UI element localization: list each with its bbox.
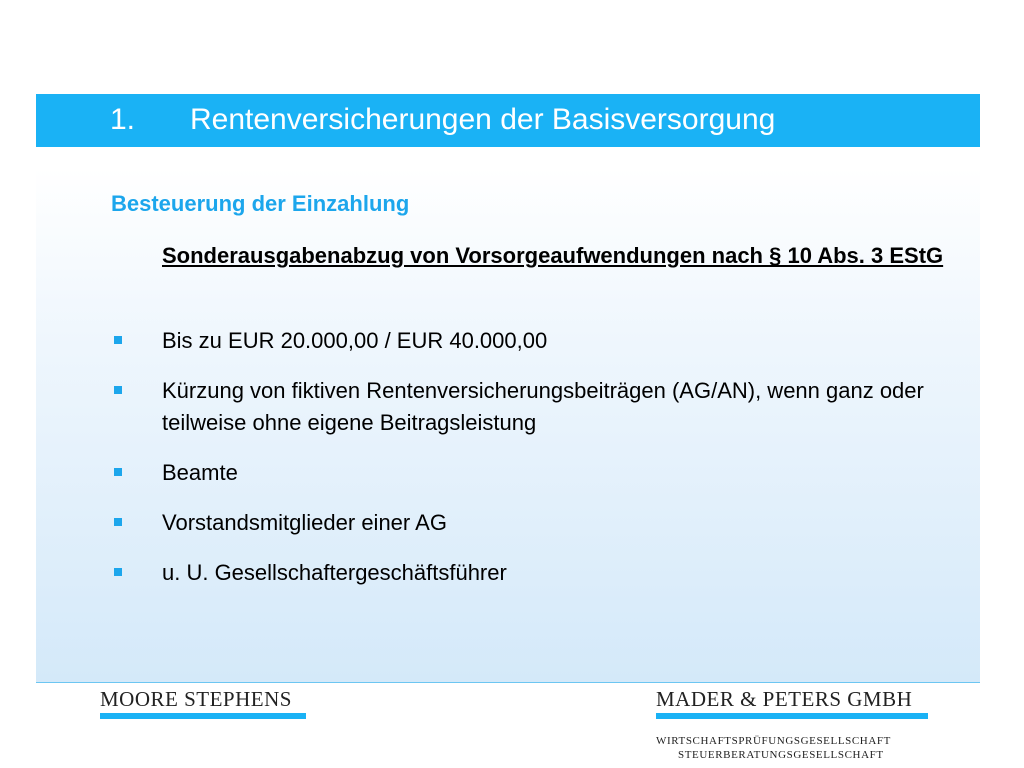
logo-underline xyxy=(656,713,928,719)
bullet-item xyxy=(111,557,971,589)
subheading: Sonderausgabenabzug von Vorsorgeaufwendungen nach § 10 Abs. 3 EStG xyxy=(162,243,944,268)
bullet-item xyxy=(111,507,971,539)
square-bullet-icon xyxy=(114,468,122,476)
slide-title: Rentenversicherungen der Basisversorgung xyxy=(190,103,776,136)
bullet-text: Vorstandsmitglieder einer AG xyxy=(162,510,447,535)
bullet-list xyxy=(111,325,971,607)
bullet-item xyxy=(111,325,971,357)
square-bullet-icon xyxy=(114,336,122,344)
bullet-text: Bis zu EUR 20.000,00 / EUR 40.000,00 xyxy=(162,328,548,353)
company-subtitle: STEUERBERATUNGSGESELLSCHAFT xyxy=(678,749,884,761)
square-bullet-icon xyxy=(114,386,122,394)
slide-number: 1. xyxy=(110,103,136,136)
section-heading: Besteuerung der Einzahlung xyxy=(111,191,410,216)
company-subtitle: WIRTSCHAFTSPRÜFUNGSGESELLSCHAFT xyxy=(656,735,891,747)
bullet-item xyxy=(111,457,971,489)
square-bullet-icon xyxy=(114,518,122,526)
footer-divider xyxy=(36,682,980,683)
moore-stephens-logo: MOORE STEPHENS xyxy=(100,687,292,711)
square-bullet-icon xyxy=(114,568,122,576)
bullet-text: Kürzung von fiktiven Rentenversicherungsbeiträgen (AG/AN), wenn ganz oder teilweise ohne eigene Beitragsleistung xyxy=(162,378,924,435)
bullet-text: Beamte xyxy=(162,460,238,485)
bullet-text: u. U. Gesellschaftergeschäftsführer xyxy=(162,560,507,585)
bullet-item xyxy=(111,375,971,439)
logo-underline xyxy=(100,713,306,719)
mader-peters-logo: MADER & PETERS GMBH xyxy=(656,687,913,711)
